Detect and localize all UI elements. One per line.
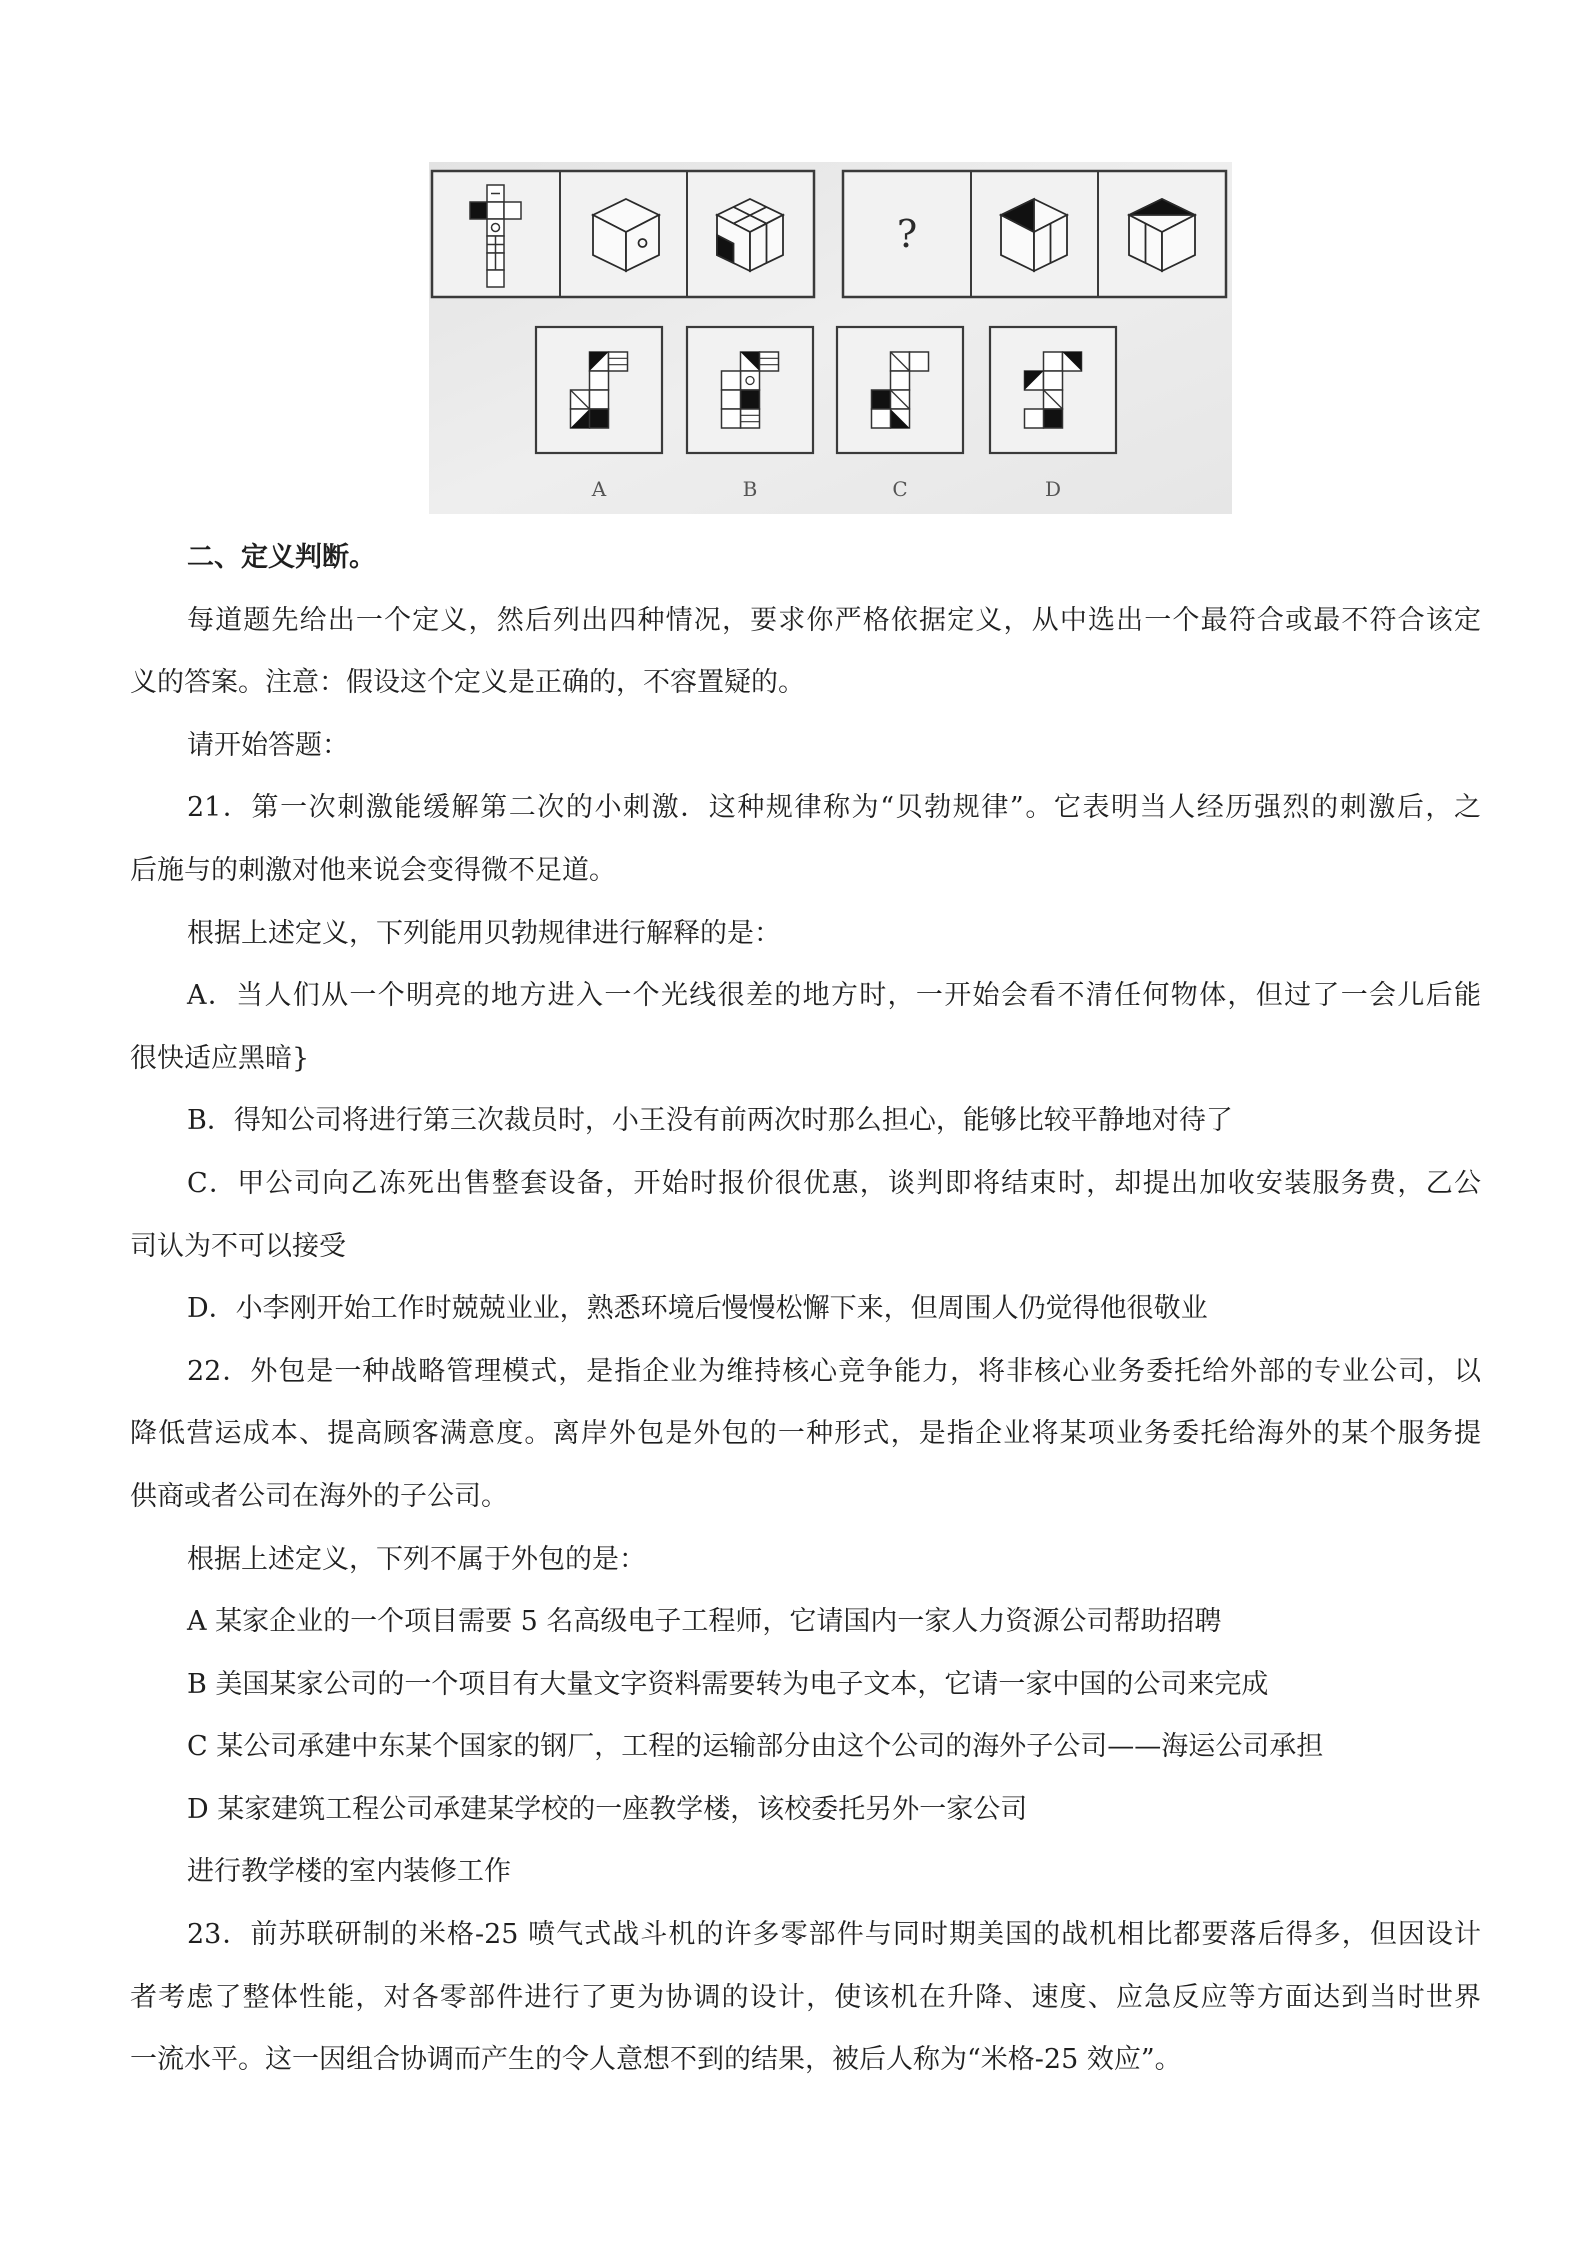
net-square xyxy=(487,202,504,219)
question-22-option-a: A 某家企业的一个项目需要 5 名高级电子工程师，它请国内一家人力资源公司帮助招聘 xyxy=(187,1606,1222,1638)
option-a-net-square xyxy=(590,409,609,428)
option-d-net-square xyxy=(1044,352,1063,371)
document-body xyxy=(130,527,1481,2092)
net-square xyxy=(487,270,504,287)
option-b-net-square xyxy=(741,409,760,428)
question-group-right xyxy=(843,171,1226,297)
option-d-net-square xyxy=(1044,371,1063,390)
net-dot xyxy=(492,224,500,232)
option-a-label: A xyxy=(591,477,607,501)
cube-puzzle-figure xyxy=(420,155,1240,525)
question-group-left xyxy=(432,171,814,297)
question-21-option-a: 很快适应黑暗} xyxy=(130,1042,310,1074)
cube-dot xyxy=(639,239,647,247)
option-d-net-square xyxy=(1025,409,1044,428)
question-21-stem-line: 21．第一次刺激能缓解第二次的小刺激．这种规律称为“贝勃规律”。它表明当人经历强烈的刺激后，之 xyxy=(187,792,1481,824)
option-b-net-square xyxy=(722,409,741,428)
cube-drawing xyxy=(1001,199,1067,271)
option-c-net-square xyxy=(891,371,910,390)
option-b-net-square xyxy=(741,390,760,409)
question-22-stem-line: 22．外包是一种战略管理模式，是指企业为维持核心竞争能力，将非核心业务委托给外部的专业公司，以 xyxy=(187,1355,1481,1387)
cube-drawing xyxy=(717,199,783,271)
question-21-option-d: D．小李刚开始工作时兢兢业业，熟悉环境后慢慢松懈下来，但周围人仍觉得他很敬业 xyxy=(187,1293,1208,1325)
question-22-option-b: B 美国某家公司的一个项目有大量文字资料需要转为电子文本，它请一家中国的公司来完成 xyxy=(187,1668,1269,1700)
option-b-label: B xyxy=(742,477,758,501)
question-22-option-c: C 某公司承建中东某个国家的钢厂，工程的运输部分由这个公司的海外子公司——海运公司承担 xyxy=(187,1731,1324,1763)
question-mark: ? xyxy=(896,212,918,256)
question-21-option-c: 司认为不可以接受 xyxy=(130,1230,346,1262)
option-c-net-square xyxy=(872,409,891,428)
question-22-stem-line: 供商或者公司在海外的子公司。 xyxy=(130,1480,508,1512)
cube-drawing xyxy=(1129,199,1195,271)
option-c-net-square xyxy=(910,352,929,371)
start-prompt: 请开始答题： xyxy=(187,729,349,761)
option-b-net-square xyxy=(722,371,741,390)
cube-drawing xyxy=(593,199,659,271)
instruction-line: 每道题先给出一个定义，然后列出四种情况，要求你严格依据定义，从中选出一个最符合或最不符合该定 xyxy=(187,604,1481,636)
question-22-prompt: 根据上述定义，下列不属于外包的是： xyxy=(187,1543,646,1575)
option-d-net-square xyxy=(1044,409,1063,428)
question-22-stem-line: 降低营运成本、提高顾客满意度。离岸外包是外包的一种形式，是指企业将某项业务委托给海外的某个服务提 xyxy=(130,1418,1481,1450)
question-21-stem-line: 后施与的刺激对他来说会变得微不足道。 xyxy=(130,854,616,886)
question-22-option-d: D 某家建筑工程公司承建某学校的一座教学楼，该校委托另外一家公司 xyxy=(187,1793,1028,1825)
option-b-net-square xyxy=(722,390,741,409)
option-b-net-square xyxy=(741,371,760,390)
question-21-prompt: 根据上述定义，下列能用贝勃规律进行解释的是： xyxy=(187,917,781,949)
option-a-net-square xyxy=(590,390,609,409)
question-21-option-a: A．当人们从一个明亮的地方进入一个光线很差的地方时，一开始会看不清任何物体，但过了一会儿后能 xyxy=(187,980,1481,1012)
question-21-option-b: B．得知公司将进行第三次裁员时，小王没有前两次时那么担心，能够比较平静地对待了 xyxy=(187,1105,1233,1137)
option-d-label: D xyxy=(1044,477,1062,501)
question-23-stem-line: 者考虑了整体性能，对各零部件进行了更为协调的设计，使该机在升降、速度、应急反应等方面达到当时世界 xyxy=(130,1981,1481,2013)
question-21-option-c: C．甲公司向乙冻死出售整套设备，开始时报价很优惠，谈判即将结束时，却提出加收安装服务费，乙公 xyxy=(187,1167,1481,1199)
option-c-label: C xyxy=(892,477,908,501)
net-square xyxy=(504,202,521,219)
section-heading: 二、定义判断。 xyxy=(187,542,376,573)
net-square-black xyxy=(470,202,487,219)
option-a-net-square xyxy=(609,352,628,371)
question-23-stem-line: 一流水平。这一因组合协调而产生的令人意想不到的结果，被后人称为“米格-25 效应”。 xyxy=(130,2044,1182,2076)
question-22-option-d: 进行教学楼的室内装修工作 xyxy=(187,1856,511,1888)
option-c-net-square xyxy=(872,390,891,409)
option-b-net-square xyxy=(760,352,779,371)
instruction-line: 义的答案。注意：假设这个定义是正确的，不容置疑的。 xyxy=(130,667,805,699)
question-23-stem-line: 23．前苏联研制的米格-25 喷气式战斗机的许多零部件与同时期美国的战机相比都要落后得多，但因设计 xyxy=(187,1919,1481,1951)
option-a-net-square xyxy=(590,371,609,390)
